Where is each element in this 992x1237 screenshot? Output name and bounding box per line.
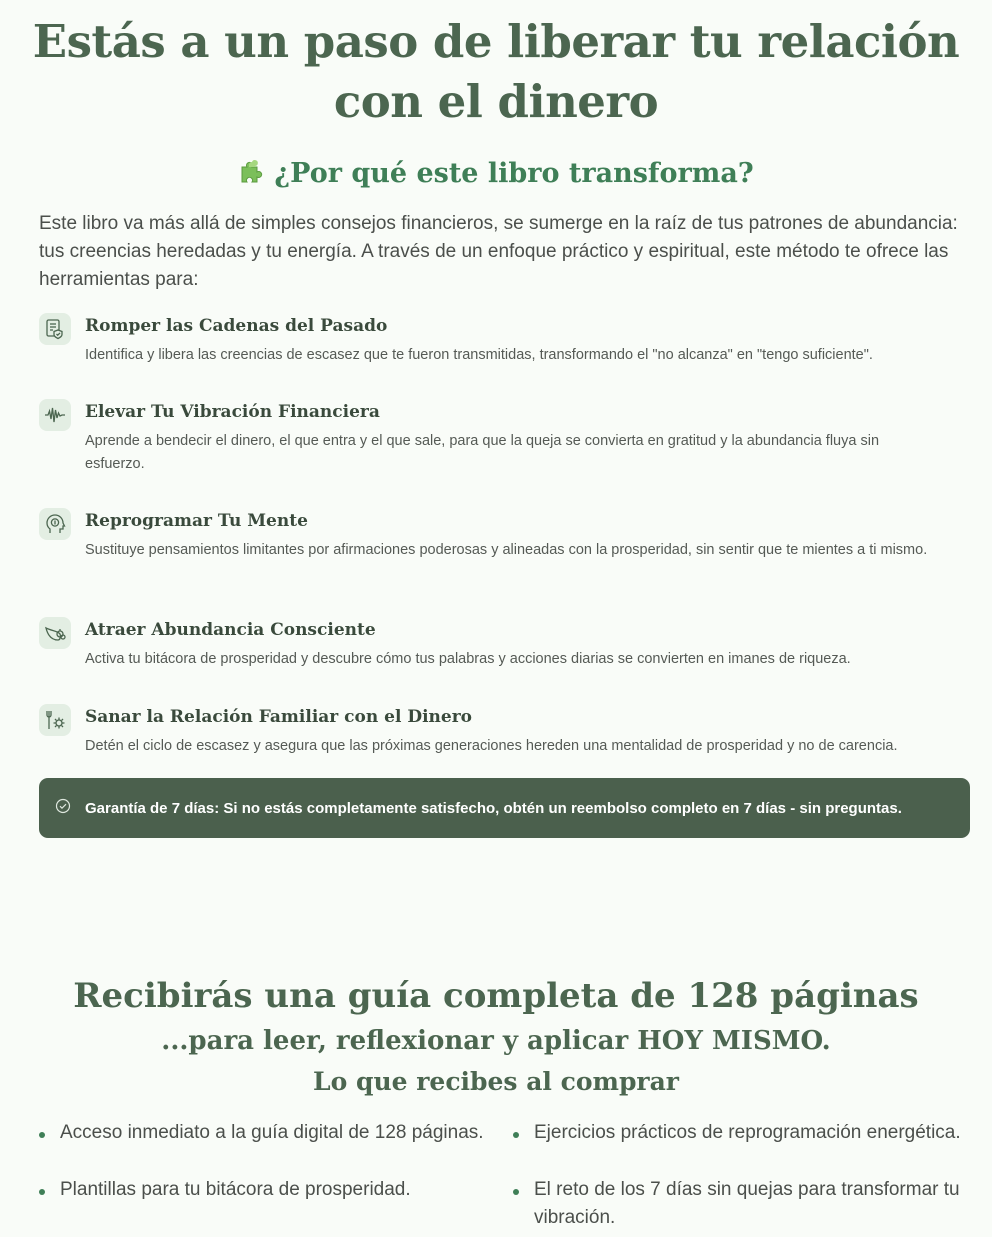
list-item [513, 1119, 973, 1147]
list-item [39, 1176, 499, 1204]
bullet-dot-icon [513, 1132, 519, 1138]
list-item-text: Plantillas para tu bitácora de prosperidad. [60, 1179, 411, 1200]
bullet-dot-icon [39, 1132, 45, 1138]
cornucopia-icon [39, 617, 71, 649]
feature-title: Atraer Abundancia Consciente [85, 620, 376, 640]
feature-description: Aprende a bendecir el dinero, el que entra y el que sale, para que la queja se convierta en gratitud y la abundancia fluya sin esfuerzo. [85, 433, 880, 472]
waveform-icon [39, 399, 71, 431]
tools-gear-icon [39, 704, 71, 736]
puzzle-icon [238, 158, 266, 186]
list-item-text: El reto de los 7 días sin quejas para transformar tu vibración. [534, 1179, 960, 1228]
bullet-dot-icon [39, 1189, 45, 1195]
list-item [39, 1119, 499, 1147]
mind-money-icon [39, 508, 71, 540]
feature-title: Reprogramar Tu Mente [85, 511, 308, 531]
list-item [513, 1176, 973, 1234]
feature-description: Sustituye pensamientos limitantes por afirmaciones poderosas y alineadas con la prosperidad, sin sentir que te mientes a ti mismo. [85, 542, 928, 558]
feature-title: Romper las Cadenas del Pasado [85, 316, 388, 336]
bullet-dot-icon [513, 1189, 519, 1195]
offer-subtitle: ...para leer, reflexionar y aplicar HOY MISMO. [161, 1026, 831, 1056]
why-intro: Este libro va más allá de simples consejos financieros, se sumerge en la raíz de tus patrones de abundancia: tus creencias heredadas y tu energía. A través de un enfoque práctico y espiritual, este método te ofrece las herramientas para: [39, 213, 958, 290]
list-item-text: Ejercicios prácticos de reprogramación energética. [534, 1122, 961, 1143]
offer-list-heading: Lo que recibes al comprar [313, 1067, 679, 1096]
feature-description: Activa tu bitácora de prosperidad y descubre cómo tus palabras y acciones diarias se convierten en imanes de riqueza. [85, 651, 851, 667]
certificate-icon [39, 313, 71, 345]
guarantee-text: Garantía de 7 días: Si no estás completamente satisfecho, obtén un reembolso completo en 7 días - sin preguntas. [85, 799, 902, 817]
guarantee-banner [39, 778, 970, 838]
list-item-text: Acceso inmediato a la guía digital de 128 páginas. [60, 1122, 484, 1143]
offer-title: Recibirás una guía completa de 128 páginas [73, 976, 919, 1016]
feature-title: Elevar Tu Vibración Financiera [85, 402, 380, 422]
feature-description: Identifica y libera las creencias de escasez que te fueron transmitidas, transformando el "no alcanza" en "tengo suficiente". [85, 347, 873, 363]
feature-description: Detén el ciclo de escasez y asegura que las próximas generaciones hereden una mentalidad de prosperidad y no de carencia. [85, 738, 898, 754]
why-heading [0, 155, 992, 193]
page-title: Estás a un paso de liberar tu relación con el dinero [32, 15, 960, 128]
why-heading-text: ¿Por qué este libro transforma? [274, 158, 754, 189]
check-circle-icon [55, 798, 71, 819]
feature-title: Sanar la Relación Familiar con el Dinero [85, 707, 473, 727]
